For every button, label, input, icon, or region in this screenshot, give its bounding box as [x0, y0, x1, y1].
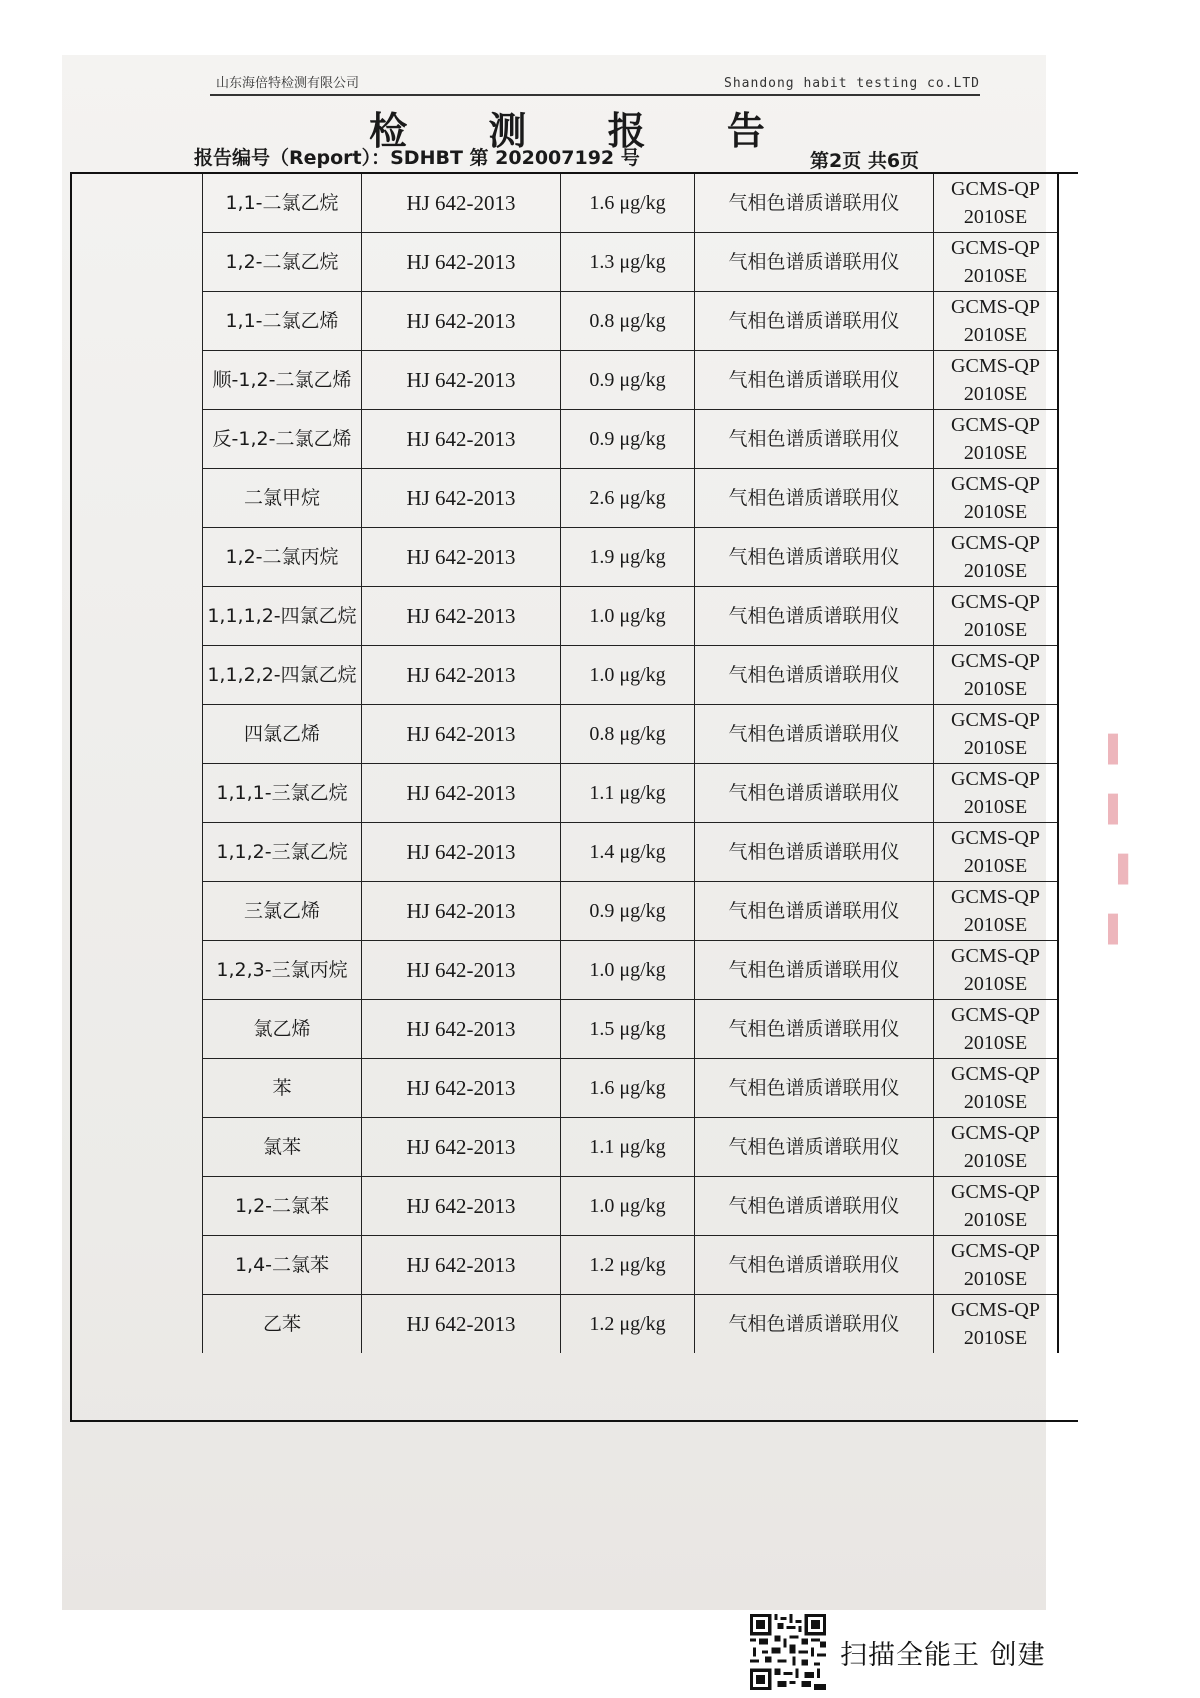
- instrument-model-cell: GCMS-QP 2010SE: [934, 469, 1059, 528]
- method-standard-cell: HJ 642-2013: [362, 764, 561, 823]
- detection-limit-cell: 0.8 μg/kg: [561, 292, 695, 351]
- item-name-cell: 1,1,1,2-四氯乙烷: [203, 587, 362, 646]
- instrument-name-cell: 气相色谱质谱联用仪: [695, 528, 934, 587]
- method-standard-cell: HJ 642-2013: [362, 882, 561, 941]
- table-row: [203, 351, 1059, 410]
- table-row: [203, 528, 1059, 587]
- detection-limits-table: [202, 174, 1059, 1353]
- instrument-name-cell: 气相色谱质谱联用仪: [695, 1295, 934, 1354]
- red-seal-stamp-edge: ▌ ▌ ▐ ▌: [1108, 735, 1128, 945]
- instrument-model-cell: GCMS-QP 2010SE: [934, 705, 1059, 764]
- item-name-cell: 苯: [203, 1059, 362, 1118]
- method-standard-cell: HJ 642-2013: [362, 233, 561, 292]
- instrument-model-cell: GCMS-QP 2010SE: [934, 410, 1059, 469]
- instrument-name-cell: 气相色谱质谱联用仪: [695, 764, 934, 823]
- detection-limit-cell: 1.1 μg/kg: [561, 1118, 695, 1177]
- item-name-cell: 乙苯: [203, 1295, 362, 1354]
- document-title: 检 测 报 告: [369, 109, 799, 153]
- item-name-cell: 1,1-二氯乙烯: [203, 292, 362, 351]
- instrument-name-cell: 气相色谱质谱联用仪: [695, 292, 934, 351]
- instrument-name-cell: 气相色谱质谱联用仪: [695, 233, 934, 292]
- detection-limit-cell: 0.9 μg/kg: [561, 882, 695, 941]
- instrument-model-cell: GCMS-QP 2010SE: [934, 1236, 1059, 1295]
- letterhead: [210, 72, 980, 96]
- detection-limit-cell: 1.6 μg/kg: [561, 174, 695, 233]
- table-row: [203, 292, 1059, 351]
- method-standard-cell: HJ 642-2013: [362, 1295, 561, 1354]
- detection-limit-cell: 1.0 μg/kg: [561, 941, 695, 1000]
- instrument-model-cell: GCMS-QP 2010SE: [934, 941, 1059, 1000]
- method-standard-cell: HJ 642-2013: [362, 174, 561, 233]
- table-row: [203, 646, 1059, 705]
- detection-limit-cell: 0.8 μg/kg: [561, 705, 695, 764]
- instrument-name-cell: 气相色谱质谱联用仪: [695, 1118, 934, 1177]
- item-name-cell: 氯苯: [203, 1118, 362, 1177]
- company-name-en: Shandong habit testing co.LTD: [724, 76, 980, 91]
- instrument-model-cell: GCMS-QP 2010SE: [934, 528, 1059, 587]
- instrument-name-cell: 气相色谱质谱联用仪: [695, 1236, 934, 1295]
- table-row: [203, 882, 1059, 941]
- item-name-cell: 二氯甲烷: [203, 469, 362, 528]
- method-standard-cell: HJ 642-2013: [362, 705, 561, 764]
- item-name-cell: 氯乙烯: [203, 1000, 362, 1059]
- detection-limit-cell: 1.0 μg/kg: [561, 646, 695, 705]
- instrument-name-cell: 气相色谱质谱联用仪: [695, 469, 934, 528]
- instrument-name-cell: 气相色谱质谱联用仪: [695, 646, 934, 705]
- item-name-cell: 1,1,2-三氯乙烷: [203, 823, 362, 882]
- detection-limit-cell: 1.9 μg/kg: [561, 528, 695, 587]
- instrument-model-cell: GCMS-QP 2010SE: [934, 174, 1059, 233]
- item-name-cell: 1,1,1-三氯乙烷: [203, 764, 362, 823]
- detection-limit-cell: 0.9 μg/kg: [561, 410, 695, 469]
- detection-limit-cell: 2.6 μg/kg: [561, 469, 695, 528]
- method-standard-cell: HJ 642-2013: [362, 941, 561, 1000]
- item-name-cell: 1,2-二氯苯: [203, 1177, 362, 1236]
- detection-limit-cell: 1.2 μg/kg: [561, 1236, 695, 1295]
- method-standard-cell: HJ 642-2013: [362, 1000, 561, 1059]
- scanner-watermark: [750, 1612, 1046, 1692]
- instrument-model-cell: GCMS-QP 2010SE: [934, 233, 1059, 292]
- method-standard-cell: HJ 642-2013: [362, 469, 561, 528]
- table-row: [203, 410, 1059, 469]
- instrument-model-cell: GCMS-QP 2010SE: [934, 351, 1059, 410]
- table-row: [203, 1000, 1059, 1059]
- method-standard-cell: HJ 642-2013: [362, 587, 561, 646]
- item-name-cell: 四氯乙烯: [203, 705, 362, 764]
- table-row: [203, 705, 1059, 764]
- instrument-model-cell: GCMS-QP 2010SE: [934, 1118, 1059, 1177]
- detection-limit-cell: 1.4 μg/kg: [561, 823, 695, 882]
- item-name-cell: 1,2-二氯乙烷: [203, 233, 362, 292]
- instrument-model-cell: GCMS-QP 2010SE: [934, 1059, 1059, 1118]
- method-standard-cell: HJ 642-2013: [362, 528, 561, 587]
- instrument-model-cell: GCMS-QP 2010SE: [934, 1000, 1059, 1059]
- method-standard-cell: HJ 642-2013: [362, 646, 561, 705]
- item-name-cell: 1,1,2,2-四氯乙烷: [203, 646, 362, 705]
- instrument-name-cell: 气相色谱质谱联用仪: [695, 882, 934, 941]
- instrument-model-cell: GCMS-QP 2010SE: [934, 882, 1059, 941]
- instrument-name-cell: 气相色谱质谱联用仪: [695, 587, 934, 646]
- detection-limit-cell: 1.5 μg/kg: [561, 1000, 695, 1059]
- instrument-name-cell: 气相色谱质谱联用仪: [695, 1177, 934, 1236]
- instrument-model-cell: GCMS-QP 2010SE: [934, 764, 1059, 823]
- table-row: [203, 941, 1059, 1000]
- instrument-model-cell: GCMS-QP 2010SE: [934, 292, 1059, 351]
- item-name-cell: 顺-1,2-二氯乙烯: [203, 351, 362, 410]
- instrument-name-cell: 气相色谱质谱联用仪: [695, 705, 934, 764]
- instrument-name-cell: 气相色谱质谱联用仪: [695, 174, 934, 233]
- detection-limit-cell: 1.2 μg/kg: [561, 1295, 695, 1354]
- table-row: [203, 469, 1059, 528]
- table-row: [203, 1236, 1059, 1295]
- instrument-name-cell: 气相色谱质谱联用仪: [695, 1000, 934, 1059]
- detection-limit-cell: 1.3 μg/kg: [561, 233, 695, 292]
- instrument-name-cell: 气相色谱质谱联用仪: [695, 351, 934, 410]
- item-name-cell: 1,1-二氯乙烷: [203, 174, 362, 233]
- table-row: [203, 1059, 1059, 1118]
- instrument-name-cell: 气相色谱质谱联用仪: [695, 410, 934, 469]
- method-standard-cell: HJ 642-2013: [362, 1177, 561, 1236]
- method-standard-cell: HJ 642-2013: [362, 823, 561, 882]
- instrument-model-cell: GCMS-QP 2010SE: [934, 587, 1059, 646]
- method-standard-cell: HJ 642-2013: [362, 410, 561, 469]
- instrument-model-cell: GCMS-QP 2010SE: [934, 646, 1059, 705]
- method-standard-cell: HJ 642-2013: [362, 1059, 561, 1118]
- table-row: [203, 1177, 1059, 1236]
- page-indicator: 第2页 共6页: [810, 150, 920, 172]
- report-number: 报告编号（Report）：SDHBT 第 202007192 号: [194, 147, 640, 169]
- qr-code-icon: [750, 1614, 826, 1690]
- item-name-cell: 三氯乙烯: [203, 882, 362, 941]
- table-row: [203, 174, 1059, 233]
- instrument-model-cell: GCMS-QP 2010SE: [934, 1177, 1059, 1236]
- instrument-name-cell: 气相色谱质谱联用仪: [695, 941, 934, 1000]
- method-standard-cell: HJ 642-2013: [362, 1118, 561, 1177]
- detection-limit-cell: 0.9 μg/kg: [561, 351, 695, 410]
- instrument-name-cell: 气相色谱质谱联用仪: [695, 1059, 934, 1118]
- results-table-frame: [70, 172, 1078, 1422]
- instrument-model-cell: GCMS-QP 2010SE: [934, 823, 1059, 882]
- company-name-cn: 山东海倍特检测有限公司: [216, 76, 360, 91]
- item-name-cell: 1,2,3-三氯丙烷: [203, 941, 362, 1000]
- detection-limit-cell: 1.6 μg/kg: [561, 1059, 695, 1118]
- scanner-app-credit: 扫描全能王 创建: [840, 1639, 1046, 1671]
- detection-limit-cell: 1.0 μg/kg: [561, 587, 695, 646]
- method-standard-cell: HJ 642-2013: [362, 292, 561, 351]
- table-row: [203, 823, 1059, 882]
- instrument-name-cell: 气相色谱质谱联用仪: [695, 823, 934, 882]
- method-standard-cell: HJ 642-2013: [362, 1236, 561, 1295]
- item-name-cell: 1,2-二氯丙烷: [203, 528, 362, 587]
- table-row: [203, 1118, 1059, 1177]
- method-standard-cell: HJ 642-2013: [362, 351, 561, 410]
- instrument-model-cell: GCMS-QP 2010SE: [934, 1295, 1059, 1354]
- detection-limit-cell: 1.0 μg/kg: [561, 1177, 695, 1236]
- table-row: [203, 1295, 1059, 1354]
- table-row: [203, 233, 1059, 292]
- detection-limit-cell: 1.1 μg/kg: [561, 764, 695, 823]
- item-name-cell: 反-1,2-二氯乙烯: [203, 410, 362, 469]
- table-row: [203, 587, 1059, 646]
- item-name-cell: 1,4-二氯苯: [203, 1236, 362, 1295]
- table-row: [203, 764, 1059, 823]
